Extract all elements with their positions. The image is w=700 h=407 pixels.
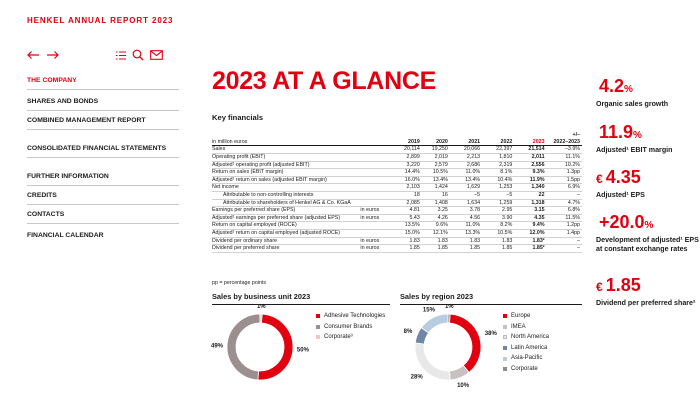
kpi-label: Dividend per preferred share² [596,299,696,307]
legend-item [503,364,549,375]
table-cell: 2,011 [514,154,546,162]
legend-swatch [503,367,507,371]
search-icon[interactable] [130,48,146,62]
row-label: Attributable to shareholders of Henkel AG & Co. KGaA [212,199,358,207]
table-cell: 1.83 [482,237,514,245]
table-cell: 10.5% [422,169,450,177]
table-cell: 13.4% [450,176,482,184]
legend-swatch [503,346,507,350]
table-cell: 12.1% [422,229,450,237]
slice-label: 28% [410,374,423,381]
table-cell: 1,634 [450,199,482,207]
report-brand: HENKEL ANNUAL REPORT [27,16,149,25]
row-unit [358,192,393,200]
donut-slice [258,314,293,380]
table-row [212,176,582,184]
table-cell: 1.5pp [547,176,582,184]
legend-item [503,322,549,333]
table-cell: 9.3% [514,169,546,177]
row-unit [358,222,393,230]
donut-slice [450,314,481,372]
table-row [212,146,582,154]
legend-item [503,353,549,364]
key-financials-table [212,132,582,253]
table-cell: 20,066 [450,146,482,154]
row-unit [358,169,393,177]
key-financials-heading: Key financials [212,113,264,122]
table-cell: 1.4pp [547,229,582,237]
table-cell: 1,340 [514,184,546,192]
table-cell: 1,253 [482,184,514,192]
nav-item-consolidated-financial-statements[interactable]: CONSOLIDATED FINANCIAL STATEMENTS [27,142,179,158]
column-header: 2022–2023 [547,139,582,146]
table-cell: 2,085 [394,199,422,207]
table-row [212,222,582,230]
row-label: Operating profit (EBIT) [212,154,358,162]
table-cell: 5.43 [394,214,422,222]
row-unit [358,184,393,192]
table-cell: 20,114 [394,146,422,154]
legend-business-unit [316,311,385,343]
table-cell: 4.35 [514,214,546,222]
table-cell: 22,397 [482,146,514,154]
kpi-value: +20.0 [599,212,645,232]
mail-icon[interactable] [148,48,164,62]
kpi-value: 1.85 [605,275,641,295]
table-cell: 13.5% [394,222,422,230]
row-label: Adjusted¹ earnings per preferred share (adjusted EPS) [212,214,358,222]
change-header-top: +/– [572,132,580,138]
table-cell: 13.4% [422,176,450,184]
column-header: 2021 [450,139,482,146]
legend-swatch [503,335,507,339]
kpi-adjusted-eps: € 4.35 Adjusted¹ EPS [596,168,700,200]
row-label: Return on capital employed (ROCE) [212,222,358,230]
table-cell: 16 [422,192,450,200]
table-cell: 1.2pp [547,222,582,230]
kpi-organic-sales-growth: 4.2% Organic sales growth [596,77,700,109]
arrow-right-icon[interactable] [45,48,61,62]
table-cell: 10.5% [482,229,514,237]
legend-swatch [316,314,320,318]
column-header: 2019 [394,139,422,146]
row-unit [358,199,393,207]
row-label: Adjusted¹ return on capital employed (adjusted ROCE) [212,229,358,237]
donut-slice [448,314,450,323]
legend-label: Corporate³ [324,334,353,341]
legend-swatch [503,314,507,318]
table-cell: 3.78 [450,207,482,215]
kpi-dividend-per-preferred-share: € 1.85 Dividend per preferred share² [596,276,700,308]
table-cell: 1.85² [514,245,546,253]
legend-label: Asia-Pacific [511,355,543,362]
row-unit [358,161,393,169]
row-label: Dividend per ordinary share [212,237,358,245]
table-cell: 1,259 [482,199,514,207]
donut-chart-business-unit [204,305,324,405]
row-unit: in euros [358,207,393,215]
arrow-left-icon[interactable] [25,48,41,62]
nav-item-the-company[interactable]: THE COMPANY [27,74,179,90]
table-row [212,245,582,253]
table-cell: 11.0% [450,222,482,230]
unit-label: in million euros [212,139,394,146]
row-unit [358,146,393,154]
kpi-label: Organic sales growth [596,100,669,108]
nav-item-contacts[interactable]: CONTACTS [27,208,179,224]
slice-label: 50% [296,347,309,354]
report-header [27,16,173,25]
row-unit [358,229,393,237]
legend-label: IMEA [511,323,526,330]
table-cell: 11.1% [547,154,582,162]
table-cell: 22 [514,192,546,200]
table-cell: 6.9% [547,184,582,192]
table-cell: 1.83 [394,237,422,245]
legend-swatch [316,335,320,339]
kpi-label: Adjusted¹ EPS [596,191,645,199]
table-row [212,214,582,222]
legend-region [503,311,549,375]
table-cell: 2,213 [450,154,482,162]
table-cell: 3,220 [394,161,422,169]
table-cell: 3.90 [482,214,514,222]
row-unit: in euros [358,237,393,245]
row-unit [358,154,393,162]
table-cell: 2,319 [482,161,514,169]
slice-label: 8% [403,329,413,336]
page-title: 2023 AT A GLANCE [212,67,436,95]
table-cell: 11.5% [547,214,582,222]
table-cell: – [547,192,582,200]
table-cell: 2,103 [394,184,422,192]
row-label: Adjusted¹ return on sales (adjusted EBIT margin) [212,176,358,184]
nav-item-shares-and-bonds[interactable]: SHARES AND BONDS [27,95,179,111]
table-cell: 1.83 [450,237,482,245]
table-row [212,161,582,169]
table-cell: 18 [394,192,422,200]
nav-item-combined-management-report[interactable]: COMBINED MANAGEMENT REPORT [27,114,179,130]
kpi-label: Adjusted¹ EBIT margin [596,146,673,154]
legend-item [503,332,549,343]
table-cell: 2,019 [422,154,450,162]
nav-item-financial-calendar[interactable]: FINANCIAL CALENDAR [27,232,104,239]
table-cell: 3.25 [422,207,450,215]
chart-title-region: Sales by region 2023 [400,292,474,301]
table-row [212,192,582,200]
kpi-label: Development of adjusted¹ EPS at constant exchange rates [596,236,699,253]
row-label: Dividend per preferred share [212,245,358,253]
row-label: Return on sales (EBIT margin) [212,169,358,177]
legend-item [503,311,549,322]
kpi-adjusted-ebit-margin: 11.9% Adjusted¹ EBIT margin [596,123,700,155]
table-cell: 4.26 [422,214,450,222]
column-header: 2020 [422,139,450,146]
row-label: Earnings per preferred share (EPS) [212,207,358,215]
table-cell: 1,318 [514,199,546,207]
table-cell: 8.2% [482,222,514,230]
legend-label: Consumer Brands [324,323,373,330]
list-icon[interactable] [113,48,129,62]
table-cell: 4.56 [450,214,482,222]
table-cell: 1.83² [514,237,546,245]
slice-label: 1% [256,305,266,311]
table-cell: 11.0% [450,169,482,177]
table-cell: – [547,245,582,253]
table-cell: 10.2% [547,161,582,169]
table-row [212,199,582,207]
table-cell: 13.3% [450,229,482,237]
legend-label: Latin America [511,344,548,351]
kpi-eps-development: +20.0% Development of adjusted¹ EPS at constant exchange rates [596,212,699,253]
kpi-value: 4.35 [605,167,641,187]
table-cell: 19,250 [422,146,450,154]
table-cell: 1.85 [482,245,514,253]
table-cell: –3.9% [547,146,582,154]
legend-item [316,332,385,343]
table-cell: 3.15 [514,207,546,215]
table-cell: 15.0% [394,229,422,237]
slice-label: 38% [484,331,497,338]
row-label: Sales [212,146,358,154]
table-cell: – [547,237,582,245]
table-cell: 1.3pp [547,169,582,177]
row-label: Attributable to non-controlling interests [212,192,358,200]
report-year: 2023 [151,16,174,25]
table-cell: 6.8% [547,207,582,215]
table-cell: 1.85 [394,245,422,253]
donut-slice [260,314,262,323]
table-cell: 2,686 [450,161,482,169]
nav-item-credits[interactable]: CREDITS [27,189,179,205]
legend-label: Adhesive Technologies [324,313,386,319]
row-unit: in euros [358,245,393,253]
legend-label: Corporate [511,365,538,372]
table-cell: 1.85 [422,245,450,253]
table-cell: 8.1% [482,169,514,177]
nav-item-further-information[interactable]: FURTHER INFORMATION [27,170,179,186]
table-cell: 1.85 [450,245,482,253]
chart-title-business-unit: Sales by business unit 2023 [212,292,311,301]
table-cell: 4.81 [394,207,422,215]
table-row [212,169,582,177]
table-cell: –5 [450,192,482,200]
legend-swatch [503,325,507,329]
table-cell: 4.7% [547,199,582,207]
slice-label: 49% [211,343,224,350]
donut-slice [421,314,448,333]
table-row [212,207,582,215]
slice-label: 1% [444,305,454,311]
row-label: Adjusted¹ operating profit (adjusted EBIT) [212,161,358,169]
legend-swatch [316,325,320,329]
table-cell: 10.4% [482,176,514,184]
table-cell: 9.4% [514,222,546,230]
table-cell: 9.6% [422,222,450,230]
legend-label: North America [511,334,550,341]
table-cell: 1,629 [450,184,482,192]
kpi-value: 4.2 [599,76,625,96]
table-cell: 2,556 [514,161,546,169]
table-cell: –5 [482,192,514,200]
legend-label: Europe [511,313,531,319]
table-cell: 1.83 [422,237,450,245]
table-cell: 1,424 [422,184,450,192]
table-cell: 2,899 [394,154,422,162]
kpi-value: 11.9 [599,122,634,142]
table-cell: 21,514 [514,146,546,154]
row-unit [358,176,393,184]
table-cell: 2,579 [422,161,450,169]
legend-item [316,311,385,322]
row-unit: in euros [358,214,393,222]
table-cell: 11.9% [514,176,546,184]
legend-item [316,322,385,333]
table-row [212,184,582,192]
percentage-points-footnote: pp = percentage points [212,280,267,286]
legend-item [503,343,549,354]
table-row [212,229,582,237]
table-cell: 2.95 [482,207,514,215]
table-cell: 16.0% [394,176,422,184]
table-cell: 1,810 [482,154,514,162]
slice-label: 15% [422,307,435,314]
legend-swatch [503,357,507,361]
table-cell: 14.4% [394,169,422,177]
slice-label: 10% [457,383,470,390]
table-cell: 1,408 [422,199,450,207]
donut-chart-region [392,305,512,405]
row-label: Net income [212,184,358,192]
table-cell: 12.0% [514,229,546,237]
column-header: 2023 [514,139,546,146]
column-header: 2022 [482,139,514,146]
donut-slice [227,314,260,380]
table-header-row [212,139,582,146]
table-row [212,237,582,245]
table-row [212,154,582,162]
